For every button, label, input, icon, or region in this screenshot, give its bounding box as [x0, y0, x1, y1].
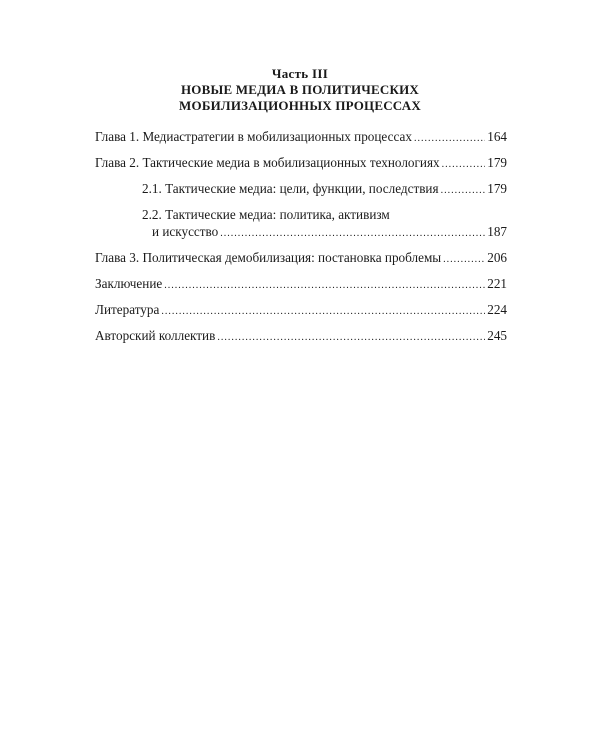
- dot-leader: [414, 132, 485, 145]
- toc-entry-conclusion[interactable]: [95, 275, 507, 292]
- toc-entry-multiline: [142, 206, 507, 240]
- dot-leader: [161, 305, 485, 318]
- part-header: [0, 66, 600, 114]
- dot-leader: [443, 253, 485, 266]
- toc-entry-chapter-3[interactable]: [95, 249, 507, 266]
- toc-entry-chapter-2[interactable]: [95, 154, 507, 171]
- toc-entry-section-2-2[interactable]: [95, 206, 507, 240]
- toc-entry-text: Глава 2. Тактические медиа в мобилизационных технологиях: [95, 155, 440, 170]
- dot-leader: [442, 158, 486, 171]
- dot-leader: [441, 184, 486, 197]
- toc-page-number: 245: [487, 328, 507, 343]
- toc-page-number: 221: [487, 276, 507, 291]
- toc-entry-text: Авторский коллектив: [95, 328, 216, 343]
- toc-page-number: 164: [487, 129, 507, 144]
- dot-leader: [164, 279, 485, 292]
- dot-leader: [220, 227, 485, 240]
- toc-entry-chapter-1[interactable]: [95, 128, 507, 145]
- dot-leader: [217, 331, 485, 344]
- toc-entry-authors[interactable]: [95, 327, 507, 344]
- table-of-contents: [95, 128, 507, 353]
- toc-entry-text-line1: 2.2. Тактические медиа: политика, активизм: [142, 207, 390, 222]
- toc-entry-literature[interactable]: [95, 301, 507, 318]
- toc-entry-text: Глава 3. Политическая демобилизация: постановка проблемы: [95, 250, 442, 265]
- toc-page-number: 179: [487, 155, 507, 170]
- toc-entry-text: Заключение: [95, 276, 163, 291]
- toc-page-number: 206: [487, 250, 507, 265]
- toc-entry-text: Глава 1. Медиастратегии в мобилизационных процессах: [95, 129, 412, 144]
- toc-entry-section-2-1[interactable]: [95, 180, 507, 197]
- part-title-line1: НОВЫЕ МЕДИА В ПОЛИТИЧЕСКИХ: [180, 82, 420, 97]
- toc-page-number: 179: [487, 181, 507, 196]
- toc-entry-line2-row: [142, 223, 507, 240]
- toc-page-number: 187: [487, 224, 507, 239]
- part-title-line2: МОБИЛИЗАЦИОННЫХ ПРОЦЕССАХ: [179, 98, 421, 113]
- toc-page-number: 224: [487, 302, 507, 317]
- toc-entry-text-line2: и искусство: [152, 224, 219, 239]
- toc-entry-text: Литература: [95, 302, 160, 317]
- part-label: Часть III: [271, 66, 329, 81]
- toc-entry-text: 2.1. Тактические медиа: цели, функции, последствия: [142, 181, 439, 196]
